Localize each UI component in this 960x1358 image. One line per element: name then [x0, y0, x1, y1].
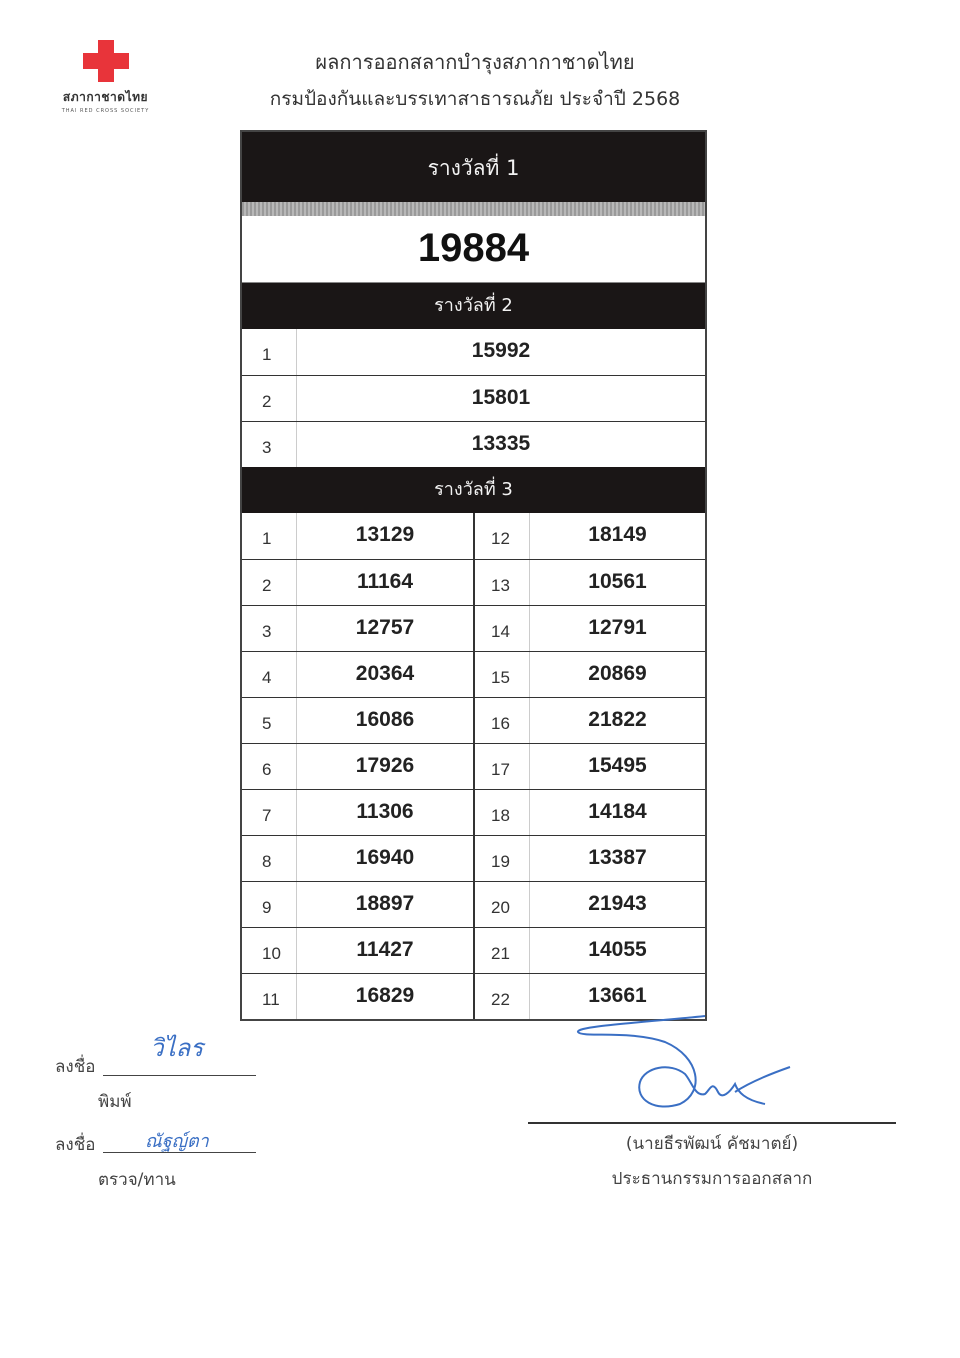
- logo-name-en: THAI RED CROSS SOCIETY: [61, 108, 150, 114]
- row-index: 5: [242, 698, 297, 743]
- table-row: [242, 789, 705, 835]
- table-row: [242, 513, 705, 559]
- prize-number: 14055: [588, 938, 647, 961]
- table-row: [242, 559, 705, 605]
- prize-number: 16086: [355, 708, 415, 731]
- row-index: 8: [242, 836, 297, 881]
- prize-number: 18897: [355, 892, 415, 915]
- checker-sign-label: ลงชื่อ: [55, 1135, 96, 1155]
- row-index: 2: [242, 560, 297, 605]
- table-row: [242, 605, 705, 651]
- row-index: 14: [475, 606, 530, 651]
- row-index: 15: [475, 652, 530, 697]
- prize-number: 16829: [355, 984, 415, 1007]
- table-row: [242, 835, 705, 881]
- document-subtitle: กรมป้องกันและบรรเทาสาธารณภัย ประจำปี 2568: [269, 88, 681, 110]
- prize-number: 10561: [588, 570, 647, 593]
- row-index: 17: [475, 744, 530, 789]
- logo-name-th: สภากาชาดไทย: [62, 90, 149, 104]
- row-index: 9: [242, 882, 297, 927]
- prize-number: 16940: [355, 846, 415, 869]
- row-index: 21: [475, 928, 530, 973]
- prize-number: 11306: [356, 800, 414, 823]
- table-row: [242, 881, 705, 927]
- row-index: 1: [242, 513, 297, 559]
- row-index: 12: [475, 513, 530, 559]
- typist-signature-line: [103, 1075, 256, 1076]
- row-index: 2: [242, 376, 297, 421]
- prize-number: 21822: [588, 708, 647, 731]
- table-row: [242, 375, 705, 421]
- prize-number: 18149: [588, 523, 647, 546]
- row-index: 6: [242, 744, 297, 789]
- prize2-list: [242, 329, 705, 467]
- prize2-header: รางวัลที่ 2: [242, 283, 705, 329]
- prize3-header: รางวัลที่ 3: [242, 467, 705, 513]
- table-row: [242, 697, 705, 743]
- row-index: 3: [242, 422, 297, 467]
- table-row: [242, 743, 705, 789]
- prize-number: 12757: [355, 616, 415, 639]
- prize-number: 17926: [355, 754, 415, 777]
- row-index: 22: [475, 974, 530, 1019]
- divider-stripe: [242, 202, 705, 216]
- typist-signature-ink: วิไลร: [150, 1034, 204, 1062]
- row-index: 1: [242, 329, 297, 375]
- row-index: 19: [475, 836, 530, 881]
- prize-number: 11427: [356, 938, 414, 961]
- row-index: 7: [242, 790, 297, 835]
- chairman-signature-line: [528, 1122, 896, 1124]
- row-index: 20: [475, 882, 530, 927]
- row-index: 3: [242, 606, 297, 651]
- prize-number: 11164: [356, 570, 414, 593]
- chairman-name: (นายธีรพัฒน์ คัชมาตย์): [625, 1134, 799, 1154]
- row-index: 4: [242, 652, 297, 697]
- results-table: [240, 130, 707, 1021]
- prize-number: 12791: [588, 616, 647, 639]
- table-row: [242, 421, 705, 467]
- prize-number: 21943: [588, 892, 647, 915]
- prize1-header: รางวัลที่ 1: [242, 132, 705, 202]
- document-title: ผลการออกสลากบำรุงสภากาชาดไทย: [315, 50, 635, 74]
- table-row: [242, 927, 705, 973]
- chairman-title: ประธานกรรมการออกสลาก: [611, 1169, 813, 1189]
- prize-number: 13661: [588, 984, 647, 1007]
- row-index: 11: [242, 974, 297, 1019]
- checker-signature-ink: ณัฐญ์ตา: [145, 1131, 209, 1152]
- prize-number: 15801: [471, 386, 531, 409]
- prize-number: 15495: [588, 754, 647, 777]
- prize-number: 13387: [588, 846, 647, 869]
- prize-number: 20869: [588, 662, 647, 685]
- red-cross-icon: [83, 40, 129, 82]
- thai-red-cross-logo: [48, 40, 163, 114]
- chairman-signature-icon: [570, 1012, 800, 1117]
- prize3-list: [242, 513, 705, 1019]
- checker-signature-line: [103, 1152, 256, 1153]
- row-index: 10: [242, 928, 297, 973]
- row-index: 16: [475, 698, 530, 743]
- prize-number: 13129: [355, 523, 415, 546]
- checker-role: ตรวจ/ทาน: [98, 1170, 176, 1190]
- typist-sign-label: ลงชื่อ: [55, 1057, 96, 1077]
- table-row: [242, 651, 705, 697]
- prize-number: 20364: [355, 662, 415, 685]
- row-index: 13: [475, 560, 530, 605]
- row-index: 18: [475, 790, 530, 835]
- prize-number: 14184: [588, 800, 647, 823]
- typist-role: พิมพ์: [98, 1092, 132, 1112]
- prize-number: 15992: [471, 339, 531, 362]
- prize1-number: 19884: [242, 216, 705, 283]
- table-row: [242, 329, 705, 375]
- prize-number: 13335: [471, 432, 531, 455]
